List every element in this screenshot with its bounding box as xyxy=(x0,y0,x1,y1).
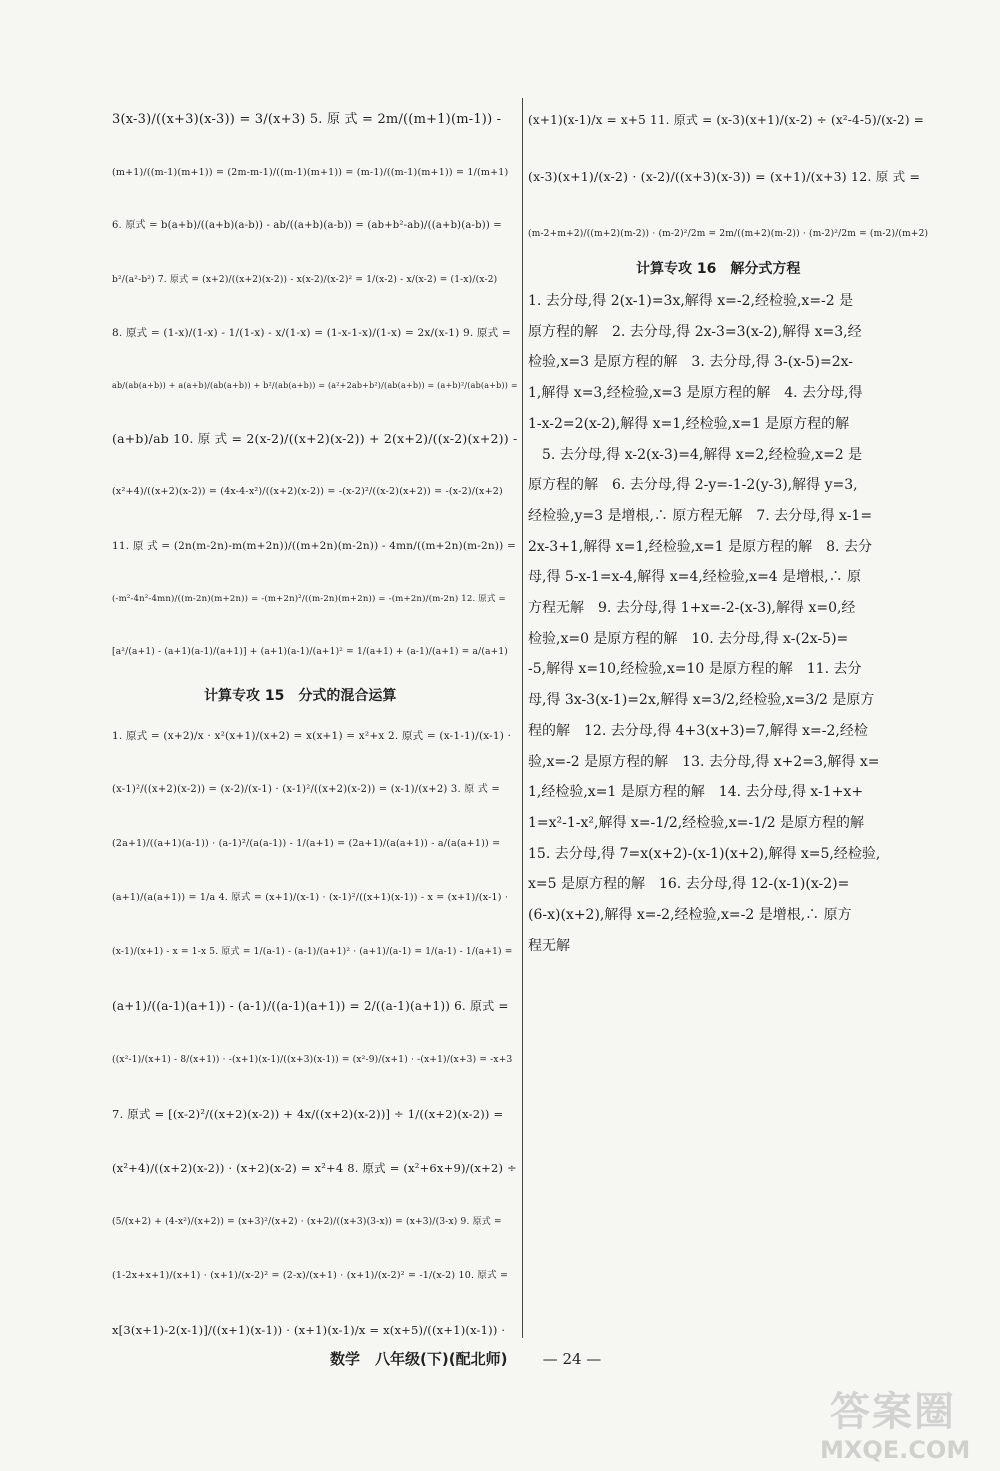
solution-line: (x²+4)/((x+2)(x-2)) = (4x-4-x²)/((x+2)(x-2)) = -(x-2)²/((x-2)(x+2)) = -(x-2)/(x+2) xyxy=(112,486,503,498)
solution-line: 3(x-3)/((x+3)(x-3)) = 3/(x+3) 5. 原 式 = 2m/((m+1)(m-1)) - xyxy=(112,112,502,127)
solution-line: (a+1)/(a(a+1)) = 1/a 4. 原式 = (x+1)/(x-1) · (x-1)²/((x+1)(x-1)) - x = (x+1)/(x-1) · xyxy=(112,892,509,903)
paragraph-line: 程无解 xyxy=(528,937,570,954)
solution-line: (-m²-4n²-4mn)/((m-2n)(m+2n)) = -(m+2n)²/((m-2n)(m+2n)) = -(m+2n)/(m-2n) 12. 原式 = xyxy=(112,593,506,604)
watermark-url: MXQE.COM xyxy=(820,1436,971,1464)
solution-line: (x²+4)/((x+2)(x-2)) · (x+2)(x-2) = x²+4 8. 原式 = (x²+6x+9)/(x+2) ÷ xyxy=(112,1161,517,1175)
solution-line: (x+1)(x-1)/x = x+5 11. 原式 = (x-3)(x+1)/(x-2) ÷ (x²-4-5)/(x-2) = xyxy=(528,113,924,127)
solution-line: 8. 原式 = (1-x)/(1-x) - 1/(1-x) - x/(1-x) = (1-x-1-x)/(1-x) = 2x/(x-1) 9. 原式 = xyxy=(112,326,511,339)
paragraph-line: 经检验,y=3 是增根,∴ 原方程无解 7. 去分母,得 x-1= xyxy=(528,507,873,524)
solution-line: [a²/(a+1) - (a+1)(a-1)/(a+1)] + (a+1)(a-1)/(a+1)² = 1/(a+1) + (a-1)/(a+1) = a/(a+1) xyxy=(112,647,509,657)
footer-label: 数学 八年级(下)(配北师) xyxy=(330,1350,508,1368)
solution-line: (x-1)²/((x+2)(x-2)) = (x-2)/(x-1) · (x-1)²/((x+2)(x-2)) = (x-1)/(x+2) 3. 原 式 = xyxy=(112,784,500,795)
solution-line: 6. 原式 = b(a+b)/((a+b)(a-b)) - ab/((a+b)(a-b)) = (ab+b²-ab)/((a+b)(a-b)) = xyxy=(112,220,502,232)
paragraph-line: x=5 是原方程的解 16. 去分母,得 12-(x-1)(x-2)= xyxy=(528,876,850,893)
paragraph-line: 15. 去分母,得 7=x(x+2)-(x-1)(x+2),解得 x=5,经检验, xyxy=(528,845,881,862)
solution-line: (1-2x+x+1)/(x+1) · (x+1)/(x-2)² = (2-x)/(x+1) · (x+1)/(x-2)² = -1/(x-2) 10. 原式 = xyxy=(112,1270,509,1281)
solution-line: x[3(x+1)-2(x-1)]/((x+1)(x-1)) · (x+1)(x-1)/x = x(x+5)/((x+1)(x-1)) · xyxy=(112,1323,506,1337)
paragraph-line: 方程无解 9. 去分母,得 1+x=-2-(x-3),解得 x=0,经 xyxy=(528,600,856,616)
solution-line: 1. 原式 = (x+2)/x · x²(x+1)/(x+2) = x(x+1) = x²+x 2. 原式 = (x-1-1)/(x-1) · xyxy=(112,730,512,742)
solution-line: (x-1)/(x+1) - x = 1-x 5. 原式 = 1/(a-1) - (a-1)/(a+1)² · (a+1)/(a-1) = 1/(a-1) - 1/(a+1) = xyxy=(112,947,513,957)
paragraph-line: 1=x²-1-x²,解得 x=-1/2,经检验,x=-1/2 是原方程的解 xyxy=(528,814,865,831)
solution-line: ((x²-1)/(x+1) - 8/(x+1)) · -(x+1)(x-1)/((x+3)(x-1)) = (x²-9)/(x+1) · -(x+1)/(x+3) = -x+3 xyxy=(112,1055,513,1065)
paragraph-line: 检验,x=0 是原方程的解 10. 去分母,得 x-(2x-5)= xyxy=(528,630,849,647)
solution-line: (m-2+m+2)/((m+2)(m-2)) · (m-2)²/2m = 2m/((m+2)(m-2)) · (m-2)²/2m = (m-2)/(m+2) xyxy=(528,229,929,239)
solution-line: (a+1)/((a-1)(a+1)) - (a-1)/((a-1)(a+1)) = 2/((a-1)(a+1)) 6. 原式 = xyxy=(112,999,509,1013)
paragraph-line: 程的解 12. 去分母,得 4+3(x+3)=7,解得 x=-2,经检 xyxy=(528,722,868,739)
paragraph-line: 母,得 5-x-1=x-4,解得 x=4,经检验,x=4 是增根,∴ 原 xyxy=(528,569,862,586)
paragraph-line: 2x-3+1,解得 x=1,经检验,x=1 是原方程的解 8. 去分 xyxy=(528,538,872,555)
paragraph-line: (6-x)(x+2),解得 x=-2,经检验,x=-2 是增根,∴ 原方 xyxy=(528,907,852,923)
section-heading-15: 计算专攻 15 分式的混合运算 xyxy=(204,688,397,704)
paragraph-line: 母,得 3x-3(x-1)=2x,解得 x=3/2,经检验,x=3/2 是原方 xyxy=(528,692,875,709)
watermark xyxy=(820,1380,990,1465)
column-divider xyxy=(522,98,523,1338)
paragraph-line: 1,经检验,x=1 是原方程的解 14. 去分母,得 x-1+x+ xyxy=(528,784,864,801)
solution-line: (a+b)/ab 10. 原 式 = 2(x-2)/((x+2)(x-2)) + 2(x+2)/((x-2)(x+2)) - xyxy=(112,431,518,447)
section-heading-16: 计算专攻 16 解分式方程 xyxy=(636,261,801,277)
solution-line: (5/(x+2) + (4-x²)/(x+2)) = (x+3)²/(x+2) · (x+2)/((x+3)(3-x)) = (x+3)/(3-x) 9. 原式 = xyxy=(112,1217,502,1227)
page-number: — 24 — xyxy=(542,1350,602,1368)
paragraph-line: 原方程的解 6. 去分母,得 2-y=-1-2(y-3),解得 y=3, xyxy=(528,477,858,494)
solution-line: (x-3)(x+1)/(x-2) · (x-2)/((x+3)(x-3)) = (x+1)/(x+3) 12. 原 式 = xyxy=(528,169,921,184)
paragraph-line: 原方程的解 2. 去分母,得 2x-3=3(x-2),解得 x=3,经 xyxy=(528,323,862,340)
page-footer xyxy=(330,1348,601,1369)
paragraph-line: 5. 去分母,得 x-2(x-3)=4,解得 x=2,经检验,x=2 是 xyxy=(528,446,863,463)
solution-line: (2a+1)/((a+1)(a-1)) · (a-1)²/(a(a-1)) - 1/(a+1) = (2a+1)/(a(a+1)) - a/(a(a+1)) = xyxy=(112,838,501,849)
paragraph-line: 验,x=-2 是原方程的解 13. 去分母,得 x+2=3,解得 x= xyxy=(528,753,880,770)
paragraph-line: 1. 去分母,得 2(x-1)=3x,解得 x=-2,经检验,x=-2 是 xyxy=(528,293,854,309)
paragraph-line: 检验,x=3 是原方程的解 3. 去分母,得 3-(x-5)=2x- xyxy=(528,354,854,371)
solution-line: 7. 原式 = [(x-2)²/((x+2)(x-2)) + 4x/((x+2)(x-2))] ÷ 1/((x+2)(x-2)) = xyxy=(112,1107,504,1121)
paragraph-line: 1,解得 x=3,经检验,x=3 是原方程的解 4. 去分母,得 xyxy=(528,385,863,402)
paragraph-line: -5,解得 x=10,经检验,x=10 是原方程的解 11. 去分 xyxy=(528,661,862,678)
solution-line: b²/(a²-b²) 7. 原式 = (x+2)/((x+2)(x-2)) - x(x-2)/(x-2)² = 1/(x-2) - x/(x-2) = (1-x)/(x-2) xyxy=(112,274,498,285)
paragraph-line: 1-x-2=2(x-2),解得 x=1,经检验,x=1 是原方程的解 xyxy=(528,415,850,432)
solution-line: (m+1)/((m-1)(m+1)) = (2m-m-1)/((m-1)(m+1)) = (m-1)/((m-1)(m+1)) = 1/(m+1) xyxy=(112,167,509,179)
watermark-logo: 答案圈 xyxy=(830,1389,956,1435)
solution-line: 11. 原 式 = (2n(m-2n)-m(m+2n))/((m+2n)(m-2n)) - 4mn/((m+2n)(m-2n)) = xyxy=(112,539,516,552)
solution-line: ab/(ab(a+b)) + a(a+b)/(ab(a+b)) + b²/(ab(a+b)) = (a²+2ab+b²)/(ab(a+b)) = (a+b)²/(ab(a+b)) = xyxy=(112,381,518,390)
